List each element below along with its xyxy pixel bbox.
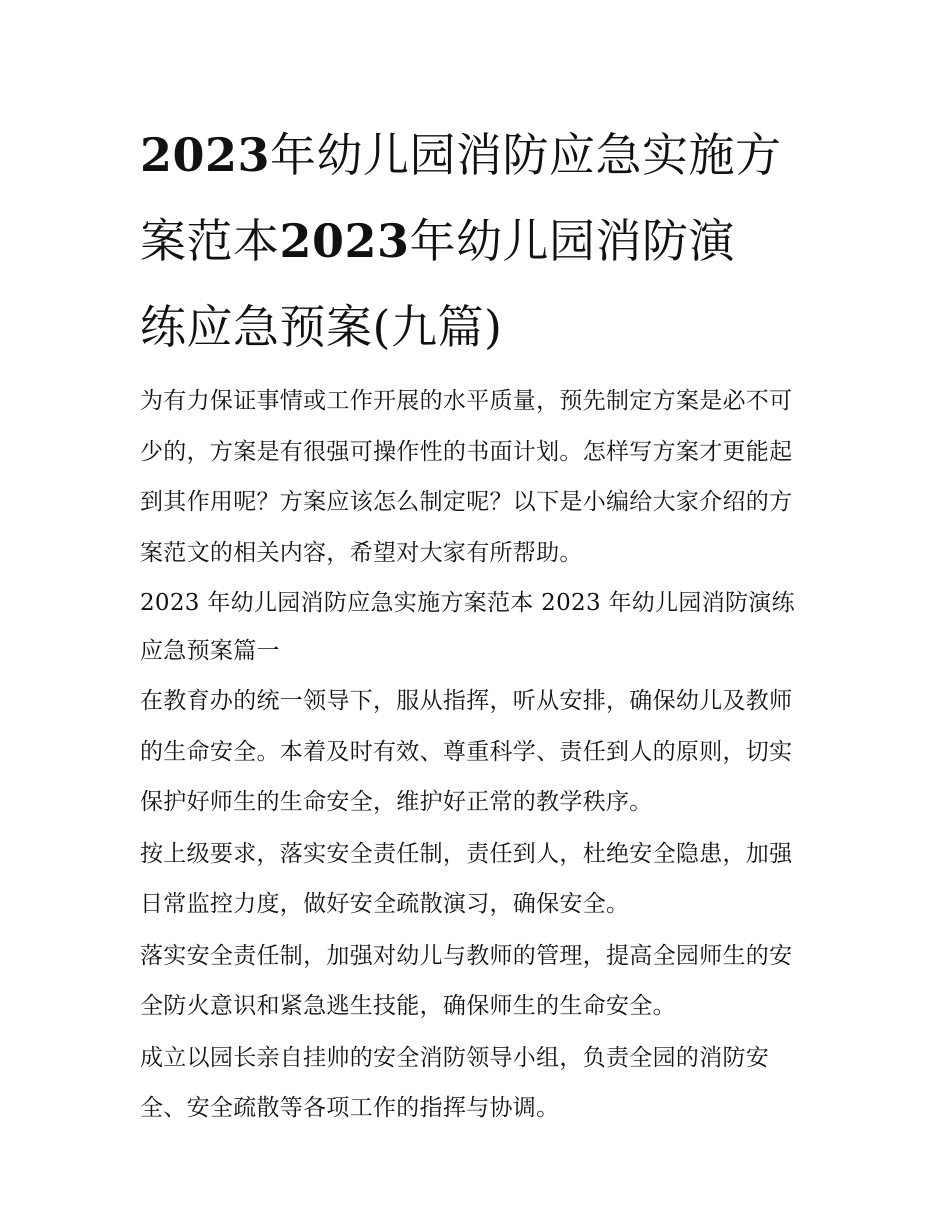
body-paragraph: 按上级要求，落实安全责任制，责任到人，杜绝安全隐患，加强日常监控力度，做好安全疏散演习，确保安全。 xyxy=(140,840,793,917)
title-text: 练应急预案(九篇) xyxy=(140,300,503,354)
title-year: 2023 xyxy=(279,214,410,268)
document-title xyxy=(140,112,815,370)
title-line-2 xyxy=(140,214,735,268)
title-text: 年幼儿园消防应急实施方 xyxy=(270,128,782,182)
title-text: 案范本 xyxy=(140,214,280,268)
document-body xyxy=(140,376,815,1134)
title-text: 年幼儿园消防演 xyxy=(409,214,736,268)
body-paragraph: 在教育办的统一领导下，服从指挥，听从安排，确保幼儿及教师的生命安全。本着及时有效、尊重科学、责任到人的原则，切实保护好师生的生命安全，维护好正常的教学秩序。 xyxy=(140,688,793,815)
title-line-1 xyxy=(140,128,782,182)
intro-paragraph: 为有力保证事情或工作开展的水平质量，预先制定方案是必不可少的，方案是有很强可操作性的书面计划。怎样写方案才更能起到其作用呢？方案应该怎么制定呢？以下是小编给大家介绍的方案范文的相关内容，希望对大家有所帮助。 xyxy=(140,388,793,566)
title-year: 2023 xyxy=(140,128,271,182)
body-paragraph: 落实安全责任制，加强对幼儿与教师的管理，提高全园师生的安全防火意识和紧急逃生技能，确保师生的生命安全。 xyxy=(140,942,793,1019)
document-page xyxy=(140,112,815,1134)
section-heading: 2023 年幼儿园消防应急实施方案范本 2023 年幼儿园消防演练应急预案篇一 xyxy=(140,590,795,664)
title-line-3 xyxy=(140,300,502,354)
body-paragraph: 成立以园长亲自挂帅的安全消防领导小组，负责全园的消防安全、安全疏散等各项工作的指挥与协调。 xyxy=(140,1044,770,1121)
